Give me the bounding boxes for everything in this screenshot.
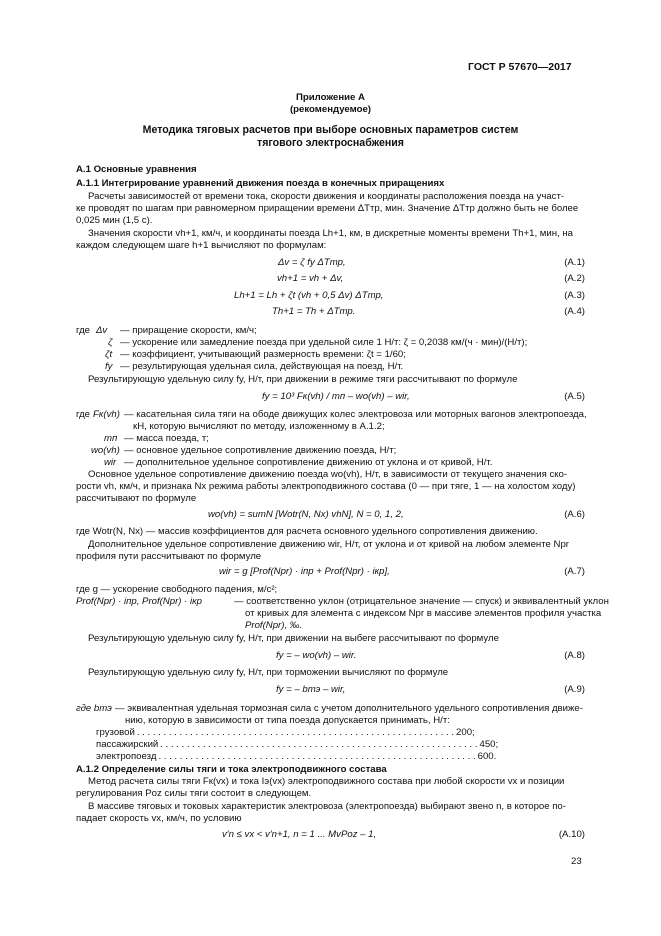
paragraph-line: ке проводят по шагам при равномерном приращении времени ΔTтр, мин. Значение ΔTтр должно быть не более — [76, 203, 579, 214]
definition-text: — эквивалентная удельная тормозная сила с учетом дополнительного удельного сопротивления движе- — [115, 703, 583, 714]
paragraph-line: Результирующую удельную силу fу, Н/т, при торможении вычисляют по формуле — [88, 667, 449, 678]
definition-text: кН, которую вычисляют по методу, изложенному в А.1.2; — [133, 421, 385, 432]
paragraph-line: В массиве тяговых и токовых характеристик электровоза (электропоезда) выбирают звено n, в которое по- — [88, 801, 566, 812]
paragraph-line: Основное удельное сопротивление движению поезда wо(vh), Н/т, в зависимости от текущего значения ско- — [88, 469, 568, 480]
subsection-heading-a12: А.1.2 Определение силы тяги и тока электроподвижного состава — [76, 764, 387, 775]
appendix-label: Приложение А — [296, 92, 365, 103]
paragraph-line: Метод расчета силы тяги Fк(vx) и тока Iэ(vx) электроподвижного состава при любой скорости vx и позиции — [88, 776, 565, 787]
equation-number: (А.9) — [564, 684, 585, 695]
definition-symbol: fу — [105, 361, 113, 372]
definition-symbol: wо(vh) — [91, 445, 120, 456]
paragraph-line: падает скорость vx, км/ч, по условию — [76, 813, 242, 824]
definition-text: Prof(Npr), ‰. — [245, 620, 303, 631]
paragraph-line: Дополнительное удельное сопротивление движению wir, Н/т, от уклона и от кривой на любом элементе Npr — [88, 539, 569, 550]
definition-symbol: ζ — [108, 337, 113, 348]
paragraph-line: 0,025 мин (1,5 с). — [76, 215, 153, 226]
definition-text: — коэффициент, учитывающий размерность времени: ζt = 1/60; — [120, 349, 406, 360]
equation-number: (А.5) — [564, 391, 585, 402]
definition-text: — основное удельное сопротивление движению поезда, Н/т; — [124, 445, 397, 456]
definition-text: — соответственно уклон (отрицательное значение — спуск) и эквивалентный уклон — [234, 596, 609, 607]
paragraph-line: Результирующую удельную силу fу, Н/т, при движении на выбеге рассчитывают по формуле — [88, 633, 499, 644]
definition-symbol: Fк(vh) — [93, 409, 120, 420]
paragraph-line: каждом следующем шаге h+1 вычисляют по формулам: — [76, 240, 327, 251]
train-type-row — [96, 751, 497, 762]
train-type-name: грузовой — [96, 727, 135, 738]
equation-number: (А.7) — [564, 566, 585, 577]
definition-text: — ускорение или замедление поезда при удельной силе 1 Н/т: ζ = 0,2038 км/(ч · мин)/(Н/т); — [120, 337, 528, 348]
equation-a7: wir = g [Prof(Npr) · iпр + Prof(Npr) · iкр], — [219, 566, 390, 577]
definition-text: — масса поезда, т; — [124, 433, 209, 444]
definition-text: — результирующая удельная сила, действующая на поезд, Н/т. — [120, 361, 404, 372]
train-type-name: электропоезд — [96, 751, 157, 762]
equation-number: (А.4) — [564, 306, 585, 317]
where-label: где — [76, 325, 91, 336]
definition-symbol: mп — [104, 433, 118, 444]
paragraph-line: регулирования Poz силы тяги состоит в следующем. — [76, 788, 312, 799]
paragraph-line: рассчитывают по формуле — [76, 493, 197, 504]
page-number: 23 — [571, 856, 582, 867]
equation-a10: v′n ≤ vx < v′n+1, n = 1 ... MvPoz – 1, — [222, 829, 377, 840]
leader-dots: . . . . . . . . . . . . . . . . . . . . . . . . . . . . . . . . . . . . . . . . . . . . . . . . . . . . . . . . . . . . — [136, 727, 455, 738]
equation-a2: vh+1 = vh + Δv, — [277, 273, 344, 284]
equation-a5: fу = 10³ Fк(vh) / mп – wо(vh) – wir, — [262, 391, 410, 402]
paragraph-line: профиля пути рассчитывают по формуле — [76, 551, 262, 562]
equation-number: (А.1) — [564, 257, 585, 268]
definition-symbol: Δv — [96, 325, 108, 336]
train-type-value: 600. — [477, 751, 497, 762]
paragraph-line: Результирующую удельную силу fу, Н/т, при движении в режиме тяги рассчитывают по формуле — [88, 374, 518, 385]
equation-number: (А.10) — [558, 829, 585, 840]
appendix-title-line2: тягового электроснабжения — [257, 137, 404, 149]
equation-a6: wо(vh) = sumN [Wotr(N, Nx) vhN], N = 0, 1, 2, — [208, 509, 404, 520]
definition-text: — касательная сила тяги на ободе движущих колес электровоза или моторных вагонов электропоезда, — [124, 409, 587, 420]
train-type-row — [96, 727, 475, 738]
leader-dots: . . . . . . . . . . . . . . . . . . . . . . . . . . . . . . . . . . . . . . . . . . . . . . . . . . . . . . . . . . . . — [160, 739, 478, 750]
equation-number: (А.6) — [564, 509, 585, 520]
equation-number: (А.3) — [564, 290, 585, 301]
paragraph-line: Значения скорости vh+1, км/ч, и координаты поезда Lh+1, км, в дискретные моменты времени Th+1, мин, на — [88, 228, 574, 239]
definition-text: от кривых для элемента с индексом Npr в массиве элементов профиля участка — [245, 608, 602, 619]
train-type-row — [96, 739, 499, 750]
equation-a9: fу = – bтэ – wir, — [276, 684, 346, 695]
definition-text: — дополнительное удельное сопротивление движению от уклона и от кривой, Н/т. — [124, 457, 493, 468]
appendix-title-line1: Методика тяговых расчетов при выборе основных параметров систем — [142, 124, 519, 136]
paragraph-line: Расчеты зависимостей от времени тока, скорости движения и координаты расположения поезда на участ- — [88, 191, 565, 202]
appendix-status: (рекомендуемое) — [289, 104, 371, 115]
train-type-value: 200; — [456, 727, 475, 738]
where-label: где — [76, 409, 91, 420]
document-number: ГОСТ Р 57670—2017 — [468, 61, 572, 73]
subsection-heading-a11: А.1.1 Интегрирование уравнений движения поезда в конечных приращениях — [76, 178, 445, 189]
equation-number: (А.8) — [564, 650, 585, 661]
definition-symbol: wir — [104, 457, 117, 468]
train-type-value: 450; — [479, 739, 499, 750]
equation-a8: fу = – wо(vh) – wir. — [276, 650, 357, 661]
section-heading-a1: А.1 Основные уравнения — [76, 164, 197, 175]
definition-line: где g — ускорение свободного падения, м/с²; — [76, 584, 278, 595]
definition-symbol: ζt — [105, 349, 113, 360]
paragraph-line: где Wotr(N, Nx) — массив коэффициентов для расчета основного удельного сопротивления движению. — [76, 526, 538, 537]
equation-number: (А.2) — [564, 273, 585, 284]
train-type-name: пассажирский — [96, 739, 159, 750]
leader-dots: . . . . . . . . . . . . . . . . . . . . . . . . . . . . . . . . . . . . . . . . . . . . . . . . . . . . . . . . . . . . — [158, 751, 476, 762]
definition-symbol: где bтэ — [76, 703, 112, 714]
equation-a4: Th+1 = Th + ΔTтр. — [272, 306, 356, 317]
definition-symbol: Prof(Npr) · iпр, Prof(Npr) · iкр — [76, 596, 203, 607]
paragraph-line: рости vh, км/ч, и признака Nx режима работы электроподвижного состава (0 — при тяге, 1 — на холостом ходу) — [76, 481, 576, 492]
definition-text: нию, которую в зависимости от типа поезда допускается принимать, Н/т: — [125, 715, 450, 726]
definition-text: — приращение скорости, км/ч; — [120, 325, 257, 336]
equation-a3: Lh+1 = Lh + ζt (vh + 0,5 Δv) ΔTтр, — [234, 290, 384, 301]
equation-a1: Δv = ζ fу ΔTтр, — [278, 257, 346, 268]
